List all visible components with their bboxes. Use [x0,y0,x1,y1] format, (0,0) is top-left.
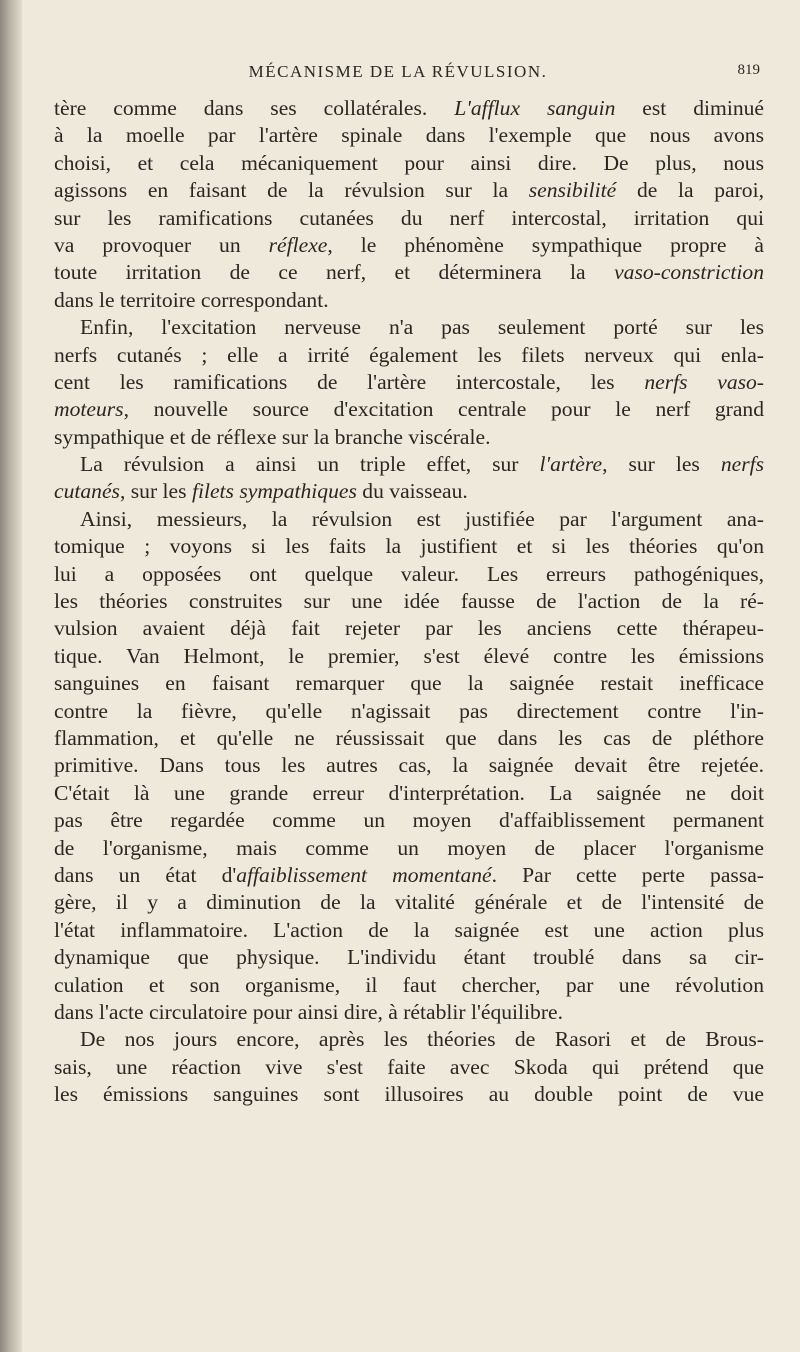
text-segment: De nos jours encore, après les théories de Rasori et de Brous- [80,1027,764,1052]
text-segment: , sur les [119,479,192,504]
text-line [54,122,764,149]
text-segment: de la paroi, [616,178,764,203]
text-segment: dynamique que physique. L'individu étant troublé dans sa cir- [54,945,764,970]
text-segment: dans un état d' [54,862,237,887]
italic-text: nerfs vaso- [644,369,765,394]
text-line [54,561,764,588]
text-line [54,533,764,560]
text-line [54,95,764,122]
text-segment: agissons en faisant de la révulsion sur la [54,178,529,203]
page-header [28,62,800,86]
text-segment: La révulsion a ainsi un triple effet, sur [80,452,540,477]
text-line [54,588,764,615]
italic-text: cutanés [54,479,120,504]
text-line [54,1054,764,1081]
text-segment: du vaisseau. [356,479,468,504]
running-head: MÉCANISME DE LA RÉVULSION. [248,62,548,81]
text-segment: les théories construites sur une idée fausse de l'action de la ré- [54,589,764,614]
text-segment: pas être regardée comme un moyen d'affaiblissement permanent [54,808,764,833]
text-line [54,889,764,916]
italic-text: moteurs [54,397,124,422]
italic-text: vaso-constriction [614,260,764,285]
text-line [54,287,764,314]
text-segment: sympathique et de réflexe sur la branche viscérale. [54,424,491,449]
text-segment: sur les ramifications cutanées du nerf intercostal, irritation qui [54,205,764,230]
text-line [54,396,764,423]
book-page [28,0,800,1352]
text-line [54,999,764,1026]
binding-shadow [0,0,22,1352]
text-line [54,835,764,862]
text-segment: cent les ramifications de l'artère intercostale, les [54,369,645,394]
text-line [54,177,764,204]
text-line [54,150,764,177]
text-segment: nerfs cutanés ; elle a irrité également les filets nerveux qui enla- [54,342,764,367]
text-line [54,342,764,369]
italic-text: L'afflux sanguin [454,96,616,120]
text-line [54,232,764,259]
text-line [54,917,764,944]
text-segment: C'était là une grande erreur d'interprétation. La saignée ne doit [54,780,764,805]
text-segment: gère, il y a diminution de la vitalité générale et de l'intensité de [54,890,764,915]
text-line [54,369,764,396]
text-line [54,807,764,834]
text-segment: dans le territoire correspondant. [54,287,329,312]
text-segment: sais, une réaction vive s'est faite avec Skoda qui prétend que [54,1054,764,1079]
text-line [54,862,764,889]
text-segment: contre la fièvre, qu'elle n'agissait pas directement contre l'in- [54,698,764,723]
text-segment: flammation, et qu'elle ne réussissait que dans les cas de pléthore [54,725,764,750]
text-segment: . Par cette perte passa- [491,862,764,887]
text-line [54,506,764,533]
text-line [54,972,764,999]
text-segment: à la moelle par l'artère spinale dans l'exemple que nous avons [54,123,764,148]
italic-text: nerfs [720,452,764,477]
text-line [54,944,764,971]
text-line [54,643,764,670]
text-segment: va provoquer un [54,232,269,257]
text-segment: vulsion avaient déjà fait rejeter par les anciens cette thérapeu- [54,616,764,641]
text-line [54,670,764,697]
text-line [54,615,764,642]
text-segment: Enfin, l'excitation nerveuse n'a pas seulement porté sur les [80,315,764,340]
text-line [54,205,764,232]
text-segment: , le phénomène sympathique propre à [327,232,764,257]
text-segment: tère comme dans ses collatérales. [54,96,455,120]
text-segment: sanguines en faisant remarquer que la saignée restait inefficace [54,671,764,696]
text-segment: tomique ; voyons si les faits la justifient et si les théories qu'on [54,534,764,559]
text-segment: , sur les [602,452,721,477]
text-line [54,1081,764,1108]
text-segment: est diminué [615,96,764,120]
page-number: 819 [737,62,760,78]
text-line [54,451,764,478]
italic-text: filets sympathiques [191,479,357,504]
text-line [54,424,764,451]
text-line [54,725,764,752]
text-segment: primitive. Dans tous les autres cas, la saignée devait être rejetée. [54,753,764,778]
text-segment: lui a opposées ont quelque valeur. Les erreurs pathogéniques, [54,561,764,586]
text-line [54,259,764,286]
body-text [54,95,764,1108]
text-line [54,698,764,725]
italic-text: sensibilité [528,178,617,203]
text-segment: les émissions sanguines sont illusoires au double point de vue [54,1082,764,1107]
text-line [54,314,764,341]
text-line [54,780,764,807]
text-segment: toute irritation de ce nerf, et déterminera la [54,260,615,285]
text-segment: tique. Van Helmont, le premier, s'est élevé contre les émissions [54,643,764,668]
text-line [54,478,764,505]
italic-text: l'artère [539,452,603,477]
italic-text: affaiblissement momentané [236,862,492,887]
text-segment: choisi, et cela mécaniquement pour ainsi dire. De plus, nous [54,150,764,175]
text-line [54,1026,764,1053]
text-segment: Ainsi, messieurs, la révulsion est justifiée par l'argument ana- [80,506,764,531]
text-segment: , nouvelle source d'excitation centrale pour le nerf grand [123,397,764,422]
italic-text: réflexe [268,232,328,257]
text-segment: l'état inflammatoire. L'action de la saignée est une action plus [54,917,764,942]
text-segment: culation et son organisme, il faut chercher, par une révolution [54,972,764,997]
text-segment: de l'organisme, mais comme un moyen de placer l'organisme [54,835,764,860]
text-line [54,752,764,779]
text-segment: dans l'acte circulatoire pour ainsi dire, à rétablir l'équilibre. [54,999,564,1024]
